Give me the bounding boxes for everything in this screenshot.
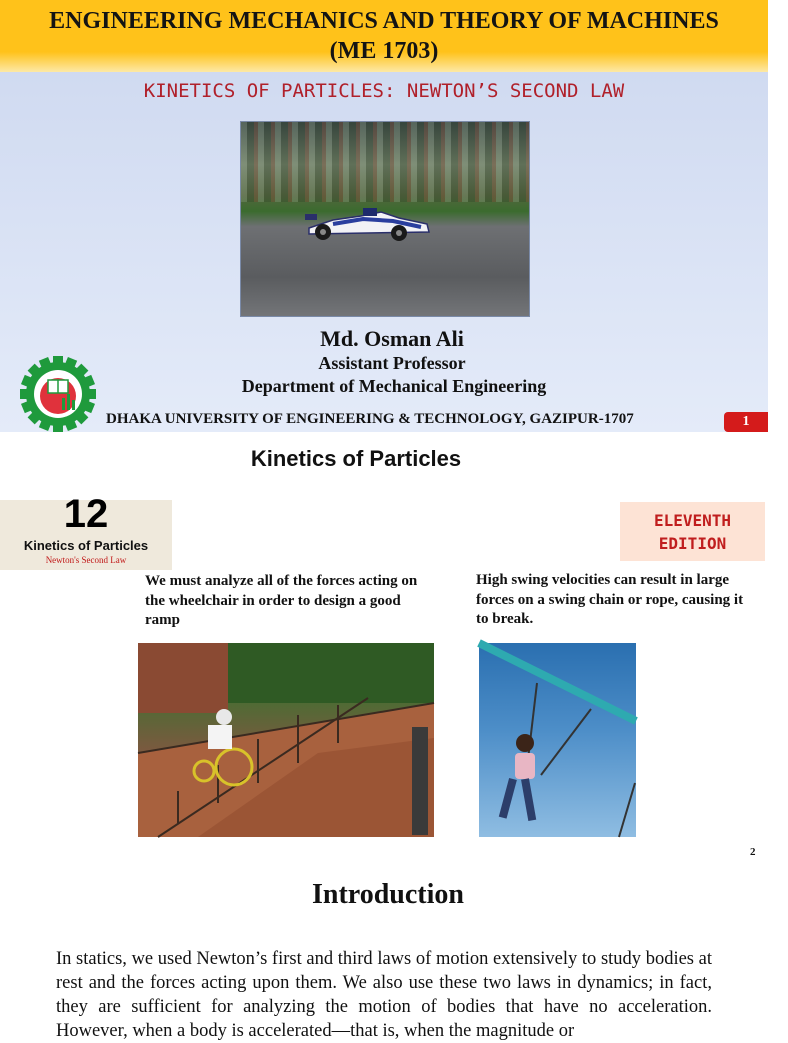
swing-photo	[479, 643, 636, 837]
book-cover-panel	[0, 492, 172, 570]
university-name: DHAKA UNIVERSITY OF ENGINEERING & TECHNOLOGY, GAZIPUR-1707	[106, 411, 634, 427]
presenter-role: Assistant Professor	[318, 353, 466, 373]
intro-body-text: In statics, we used Newton’s first and third laws of motion extensively to study bodies at rest and the forces acting upon them. We also use these two laws in dynamics; in fact, they are sufficient for analyzing the motion of bodies that have no acceleration. However, when a body is accelerated—that is, when the magnitude or	[56, 949, 712, 1041]
photo-crowd-blur	[241, 122, 529, 202]
edition-label	[620, 502, 765, 561]
presenter-name: Md. Osman Ali	[320, 326, 464, 351]
wheelchair-caption: We must analyze all of the forces acting on the wheelchair in order to design a good ramp	[145, 573, 418, 628]
chapter-number: 12	[63, 492, 109, 536]
chapter-title: Kinetics of Particles	[23, 538, 149, 553]
edition-line1: ELEVENTH	[653, 511, 732, 530]
swing-illustration	[479, 643, 636, 837]
course-banner	[0, 0, 768, 72]
wheelchair-ramp-illustration	[138, 643, 434, 837]
course-title-line2: (ME 1703)	[329, 38, 439, 64]
title-slide	[0, 0, 768, 432]
race-car-illustration	[303, 202, 433, 242]
edition-line2: EDITION	[658, 534, 727, 553]
course-title-line1: ENGINEERING MECHANICS AND THEORY OF MACHINES	[49, 8, 719, 34]
chapter-subtitle: Newton's Second Law	[45, 555, 127, 565]
swing-caption: High swing velocities can result in large forces on a swing chain or rope, causing it to break.	[476, 572, 744, 627]
slide-title: Kinetics of Particles	[250, 446, 462, 471]
lecture-title: KINETICS OF PARTICLES: NEWTON’S SECOND LAW	[143, 80, 625, 102]
overview-slide	[0, 432, 768, 864]
course-title	[0, 6, 768, 66]
university-gear-logo-icon	[18, 354, 98, 434]
page-number-badge: 1	[724, 412, 768, 432]
page-number: 2	[750, 846, 756, 858]
race-car-photo	[240, 121, 530, 317]
presenter-department: Department of Mechanical Engineering	[241, 376, 547, 396]
intro-heading: Introduction	[312, 879, 464, 910]
introduction-slide	[0, 864, 768, 1041]
wheelchair-ramp-photo	[138, 643, 434, 837]
